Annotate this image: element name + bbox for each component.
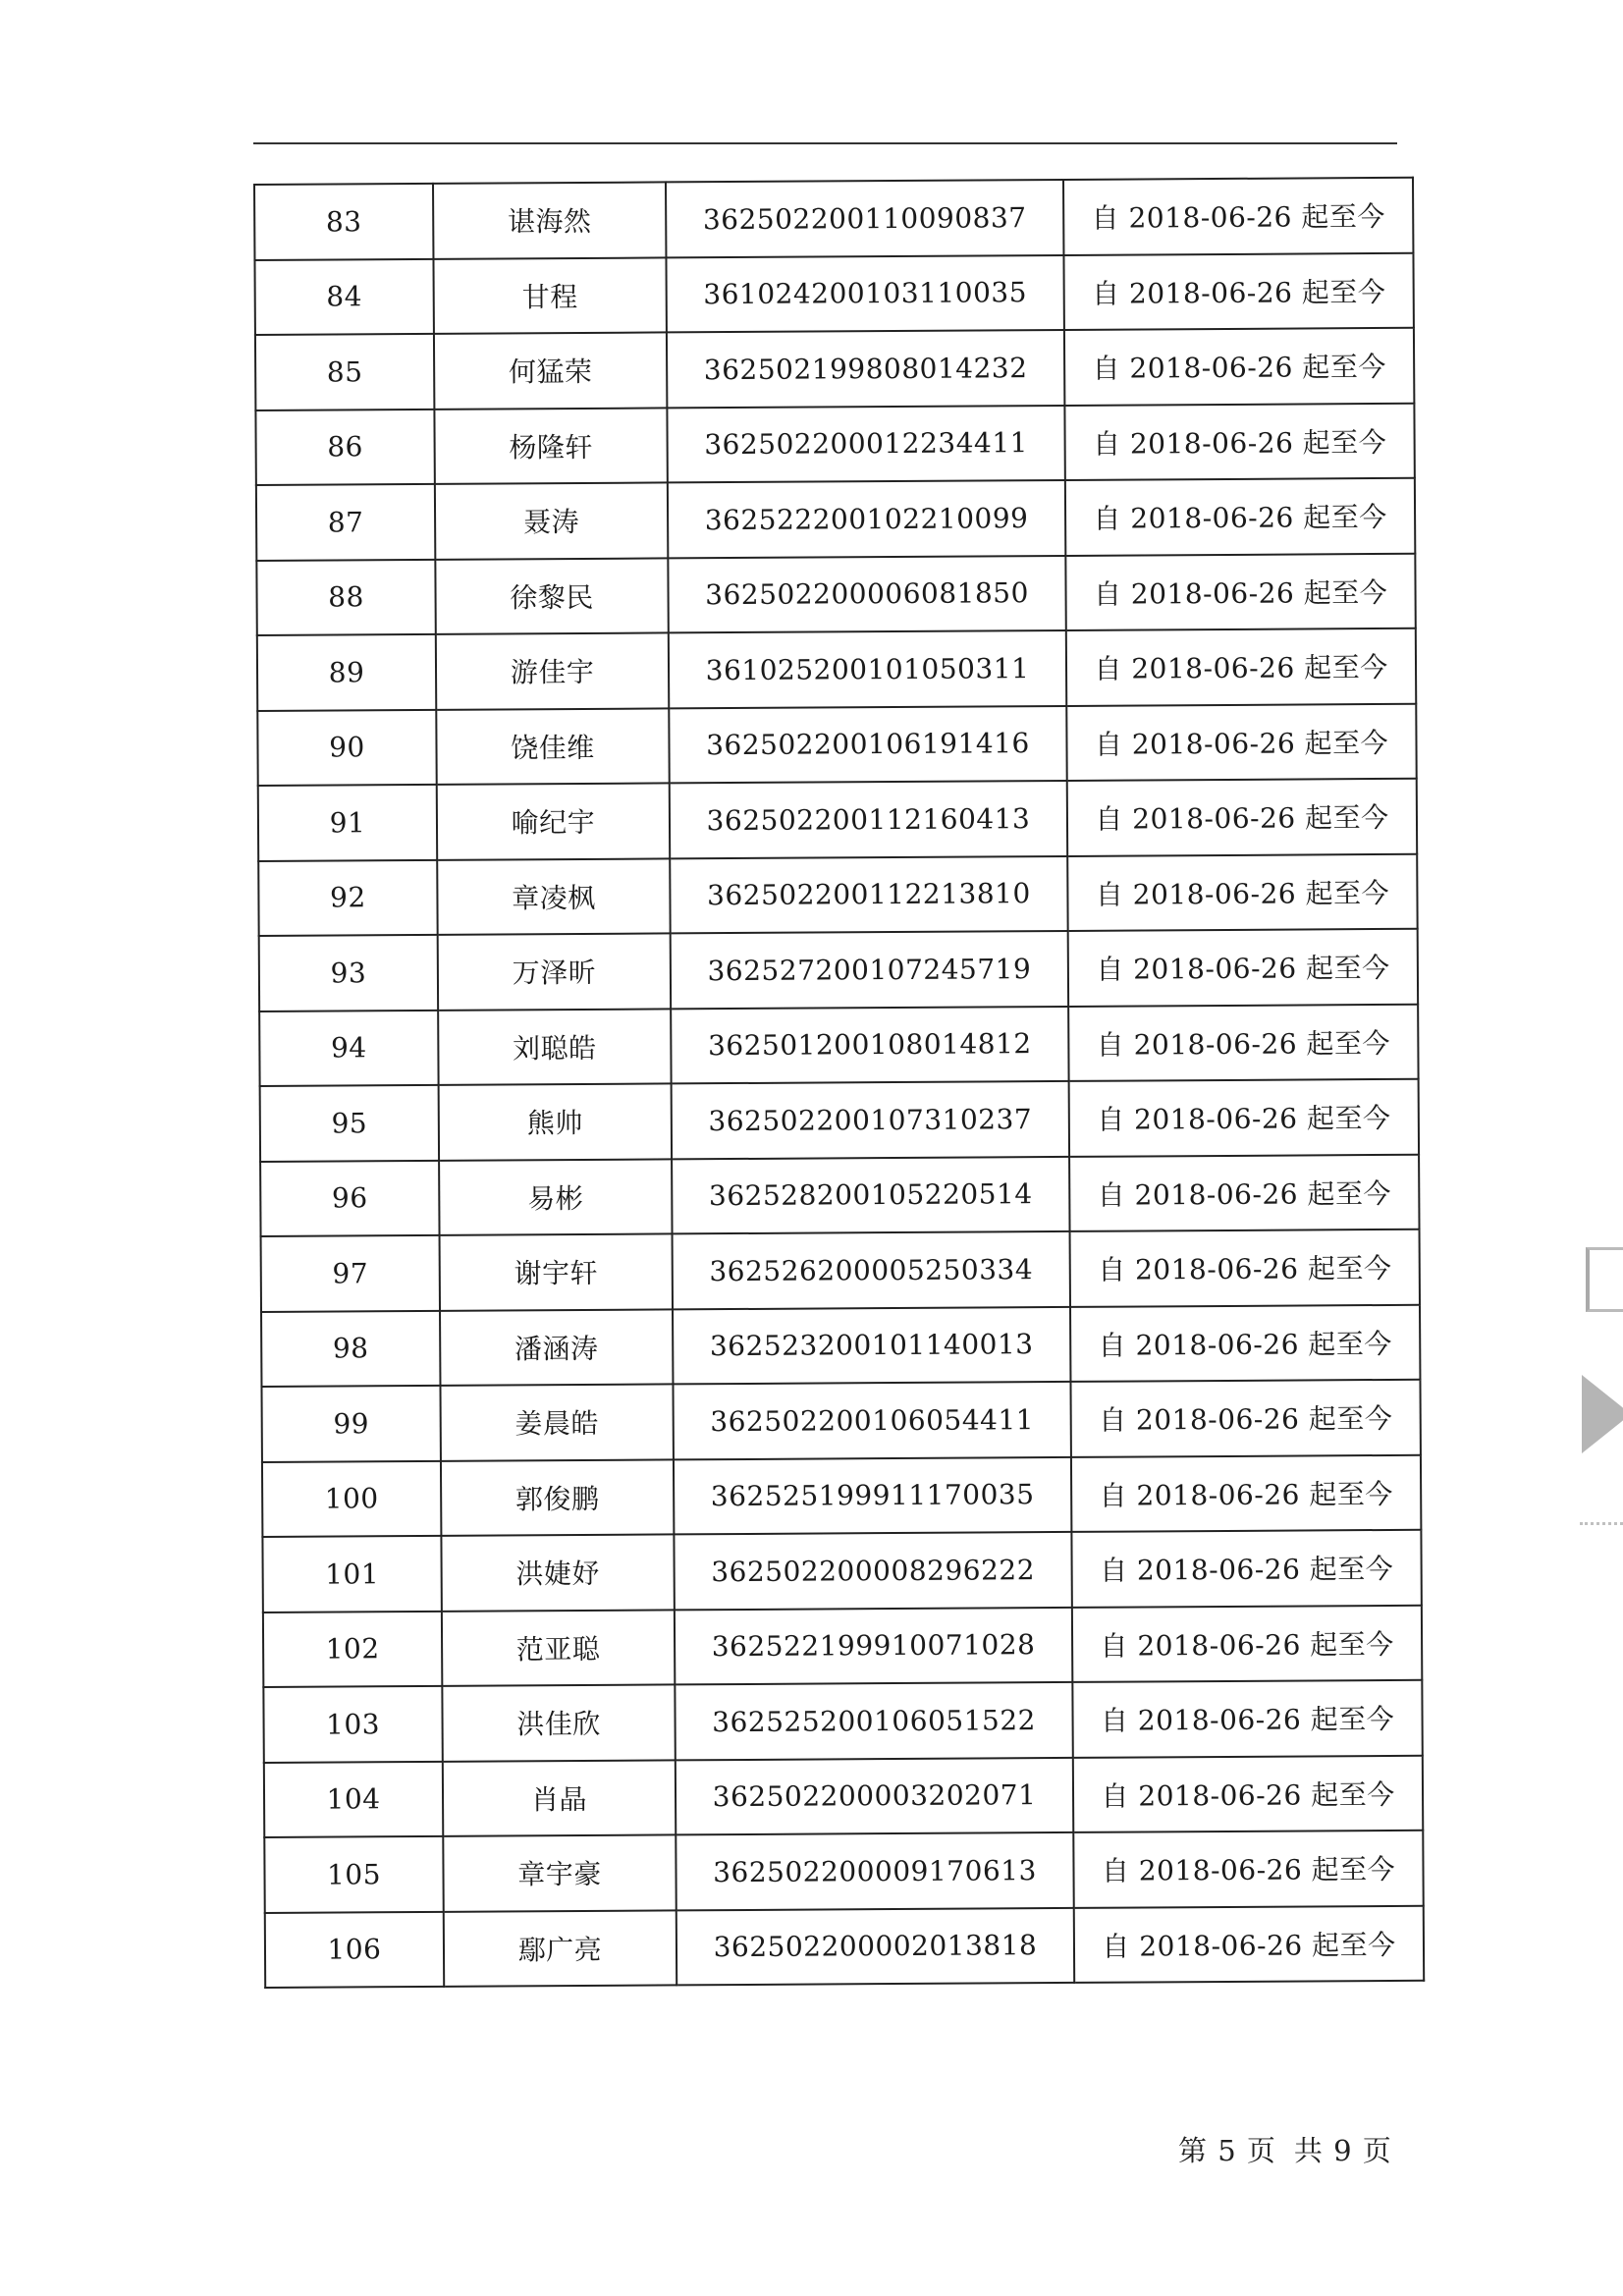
id-number: 362526200005250334 (673, 1231, 1070, 1309)
person-name: 何猛荣 (434, 332, 667, 409)
table-row (259, 929, 1418, 1011)
person-name: 万泽昕 (438, 933, 671, 1010)
roster-table-body (254, 178, 1424, 1988)
row-number: 92 (258, 859, 437, 936)
service-period: 自 2018-06-26 起至今 (1067, 853, 1417, 931)
table-row (263, 1605, 1422, 1687)
person-name: 章宇豪 (443, 1834, 676, 1911)
table-row (260, 1079, 1419, 1162)
table-row (262, 1530, 1421, 1613)
id-number: 362502200003202071 (676, 1757, 1073, 1834)
row-number: 89 (257, 634, 436, 711)
id-number: 362501200108014812 (671, 1006, 1068, 1083)
row-number: 96 (260, 1160, 439, 1236)
id-number: 362502200006081850 (668, 555, 1065, 632)
service-period: 自 2018-06-26 起至今 (1063, 252, 1413, 330)
person-name: 饶佳维 (436, 708, 669, 785)
table-row (257, 629, 1416, 711)
id-number: 362502200112213810 (670, 855, 1067, 933)
id-number: 362502199808014232 (667, 330, 1064, 408)
service-period: 自 2018-06-26 起至今 (1068, 1004, 1418, 1081)
id-number: 362502200008296222 (674, 1532, 1071, 1610)
person-name: 谌海然 (433, 182, 666, 258)
row-number: 85 (255, 334, 434, 410)
id-number: 362502200110090837 (666, 180, 1063, 257)
row-number: 100 (262, 1460, 441, 1537)
table-row (263, 1680, 1422, 1763)
person-name: 聂涛 (435, 482, 668, 559)
row-number: 103 (263, 1686, 442, 1763)
person-name: 甘程 (433, 257, 666, 334)
id-number: 362525199911170035 (674, 1456, 1071, 1534)
id-number: 362502200012234411 (667, 405, 1064, 482)
service-period: 自 2018-06-26 起至今 (1066, 629, 1416, 706)
id-number: 362522199910071028 (675, 1607, 1072, 1684)
person-name: 游佳宇 (436, 632, 669, 709)
table-row (262, 1454, 1421, 1537)
service-period: 自 2018-06-26 起至今 (1065, 478, 1415, 556)
service-period: 自 2018-06-26 起至今 (1069, 1079, 1419, 1157)
table-row (265, 1905, 1424, 1988)
service-period: 自 2018-06-26 起至今 (1072, 1680, 1422, 1758)
id-number: 362522200102210099 (668, 480, 1065, 558)
person-name: 谢宇轩 (440, 1233, 673, 1310)
row-number: 101 (262, 1536, 441, 1613)
person-name: 杨隆轩 (434, 408, 667, 484)
id-number: 362502200002013818 (676, 1907, 1074, 1985)
id-number: 362502200112160413 (670, 781, 1067, 858)
table-row (258, 779, 1417, 861)
person-name: 章凌枫 (437, 858, 670, 935)
table-row (259, 1004, 1418, 1086)
service-period: 自 2018-06-26 起至今 (1070, 1380, 1420, 1457)
id-number: 362523200101140013 (673, 1306, 1070, 1384)
table-row (261, 1230, 1420, 1312)
id-number: 362502200009170613 (676, 1832, 1073, 1910)
service-period: 自 2018-06-26 起至今 (1068, 929, 1418, 1007)
id-number: 362502200106054411 (673, 1382, 1070, 1459)
person-name: 肖晶 (443, 1760, 676, 1836)
person-name: 范亚聪 (442, 1610, 675, 1686)
table-row (256, 478, 1415, 561)
roster-table (253, 177, 1425, 1989)
page-number-total: 共 9 页 (1293, 2134, 1392, 2167)
id-number: 362528200105220514 (672, 1156, 1069, 1233)
table-row (256, 553, 1415, 635)
id-number: 362527200107245719 (671, 931, 1068, 1009)
person-name: 洪婕妤 (441, 1534, 674, 1611)
id-number: 361024200103110035 (666, 254, 1063, 332)
row-number: 95 (260, 1085, 439, 1162)
row-number: 83 (254, 184, 433, 260)
person-name: 刘聪皓 (438, 1009, 671, 1085)
table-row (254, 178, 1413, 260)
service-period: 自 2018-06-26 起至今 (1069, 1154, 1419, 1231)
row-number: 87 (256, 484, 435, 561)
row-number: 98 (261, 1310, 440, 1387)
service-period: 自 2018-06-26 起至今 (1067, 779, 1417, 856)
service-period: 自 2018-06-26 起至今 (1071, 1530, 1421, 1608)
service-period: 自 2018-06-26 起至今 (1073, 1755, 1423, 1832)
page-footer (1178, 2129, 1392, 2169)
id-number: 362502200106191416 (669, 705, 1066, 783)
row-number: 91 (258, 785, 437, 861)
table-row (261, 1304, 1420, 1387)
row-number: 99 (261, 1386, 440, 1462)
seal-star-icon (1582, 1375, 1623, 1453)
id-number: 361025200101050311 (669, 630, 1066, 708)
service-period: 自 2018-06-26 起至今 (1066, 703, 1416, 781)
id-number: 362502200107310237 (672, 1081, 1069, 1159)
service-period: 自 2018-06-26 起至今 (1071, 1454, 1421, 1532)
table-row (260, 1154, 1419, 1236)
service-period: 自 2018-06-26 起至今 (1070, 1230, 1420, 1307)
service-period: 自 2018-06-26 起至今 (1064, 403, 1414, 480)
row-number: 90 (257, 709, 436, 786)
service-period: 自 2018-06-26 起至今 (1073, 1831, 1423, 1908)
row-number: 97 (261, 1235, 440, 1312)
service-period: 自 2018-06-26 起至今 (1074, 1905, 1424, 1983)
table-row (264, 1831, 1423, 1913)
table-row (258, 853, 1417, 936)
service-period: 自 2018-06-26 起至今 (1063, 178, 1413, 255)
table-row (264, 1755, 1423, 1837)
row-number: 84 (254, 258, 433, 335)
table-row (261, 1380, 1420, 1462)
person-name: 洪佳欣 (442, 1684, 675, 1761)
service-period: 自 2018-06-26 起至今 (1064, 328, 1414, 406)
person-name: 潘涵涛 (440, 1309, 673, 1386)
row-number: 105 (264, 1836, 443, 1913)
table-row (255, 403, 1414, 485)
person-name: 易彬 (439, 1159, 672, 1235)
header-rule (253, 142, 1397, 144)
row-number: 104 (264, 1761, 443, 1837)
row-number: 93 (259, 935, 438, 1011)
person-name: 姜晨皓 (440, 1384, 673, 1460)
page-number-current: 第 5 页 (1178, 2134, 1276, 2167)
table-row (254, 252, 1413, 335)
row-number: 106 (265, 1911, 444, 1988)
person-name: 鄢广亮 (444, 1910, 676, 1987)
service-period: 自 2018-06-26 起至今 (1072, 1605, 1422, 1682)
row-number: 86 (255, 409, 434, 485)
row-number: 94 (259, 1010, 438, 1086)
service-period: 自 2018-06-26 起至今 (1065, 553, 1415, 630)
service-period: 自 2018-06-26 起至今 (1070, 1304, 1420, 1382)
table-row (257, 703, 1416, 786)
table-row (255, 328, 1414, 410)
id-number: 362525200106051522 (675, 1682, 1072, 1760)
seal-fragment (1578, 1228, 1623, 1581)
seal-fragment-mark (1586, 1247, 1623, 1312)
seal-dots (1580, 1512, 1623, 1525)
person-name: 徐黎民 (435, 558, 668, 634)
person-name: 喻纪宇 (437, 783, 670, 859)
person-name: 郭俊鹏 (441, 1459, 674, 1536)
row-number: 102 (263, 1611, 442, 1687)
row-number: 88 (256, 559, 435, 635)
person-name: 熊帅 (439, 1083, 672, 1160)
